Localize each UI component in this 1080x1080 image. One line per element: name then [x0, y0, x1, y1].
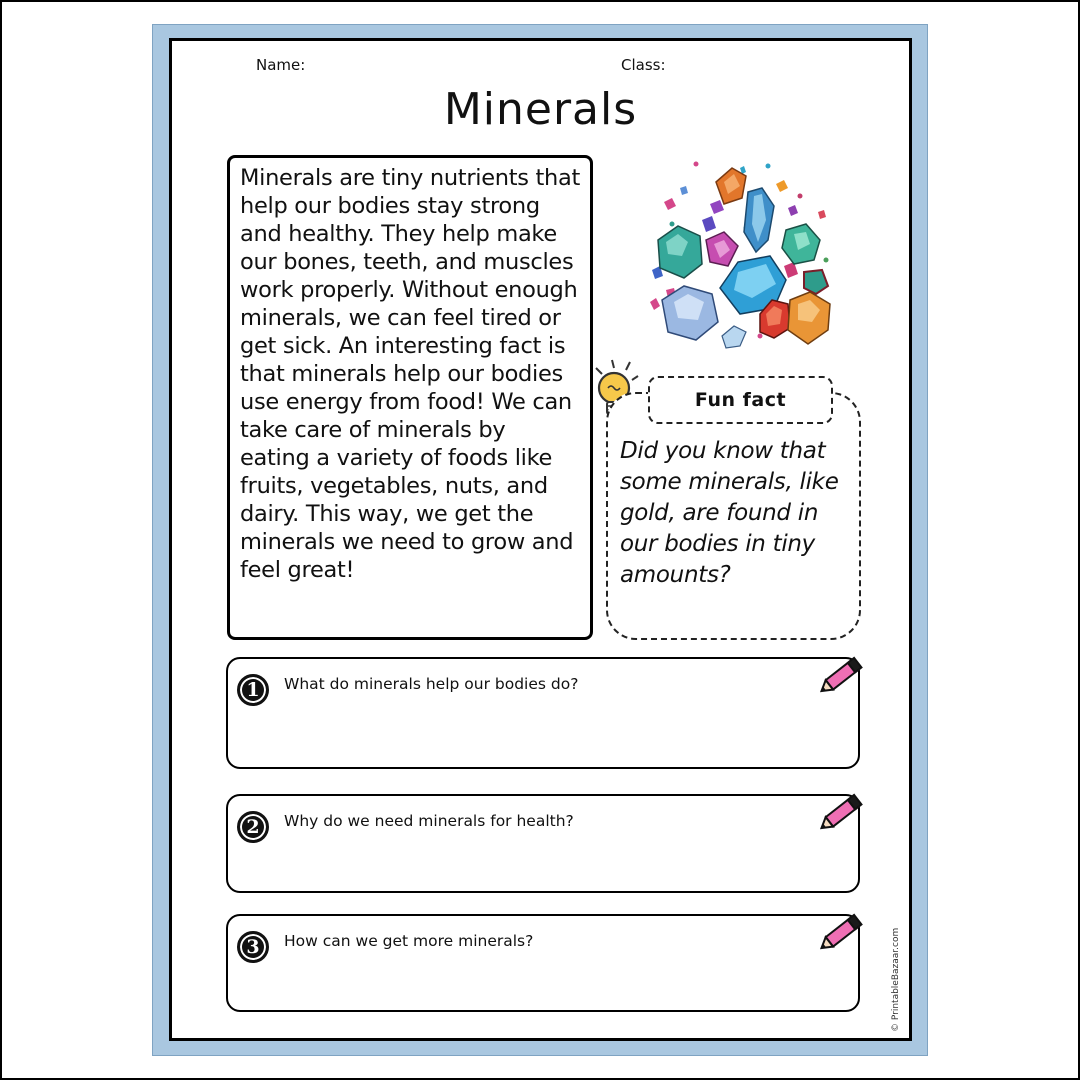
- minerals-gems-illustration: [648, 160, 834, 350]
- question-box-1[interactable]: [226, 657, 860, 769]
- question-box-2[interactable]: [226, 794, 860, 893]
- question-number-badge: 2: [237, 811, 269, 843]
- reading-passage-text: Minerals are tiny nutrients that help our bodies stay strong and healthy. They help make our bones, teeth, and muscles work properly. Without enough minerals, we can feel tired or get sick. An interesting fact is that minerals help our bodies use energy from food! We can take care of minerals by eating a variety of foods like fruits, vegetables, nuts, and dairy. This way, we get the minerals we need to grow and feel great!: [240, 165, 581, 583]
- question-number-badge: 3: [237, 931, 269, 963]
- fun-fact-text: Did you know that some minerals, like gold, are found in our bodies in tiny amounts?: [620, 438, 839, 588]
- question-box-3[interactable]: [226, 914, 860, 1012]
- fun-fact-label: Fun fact: [648, 376, 833, 424]
- copyright-watermark: © PrintableBazaar.com: [891, 927, 901, 1032]
- pencil-icon: [816, 651, 868, 699]
- pencil-icon: [816, 908, 868, 956]
- question-text: How can we get more minerals?: [284, 932, 534, 950]
- fun-fact-box: [606, 392, 861, 640]
- page-title: Minerals: [443, 84, 638, 135]
- question-text: Why do we need minerals for health?: [284, 812, 574, 830]
- question-number-badge: 1: [237, 674, 269, 706]
- question-text: What do minerals help our bodies do?: [284, 675, 579, 693]
- class-label: Class:: [621, 56, 666, 74]
- reading-passage-box: [227, 155, 593, 640]
- pencil-icon: [816, 788, 868, 836]
- name-label: Name:: [256, 56, 306, 74]
